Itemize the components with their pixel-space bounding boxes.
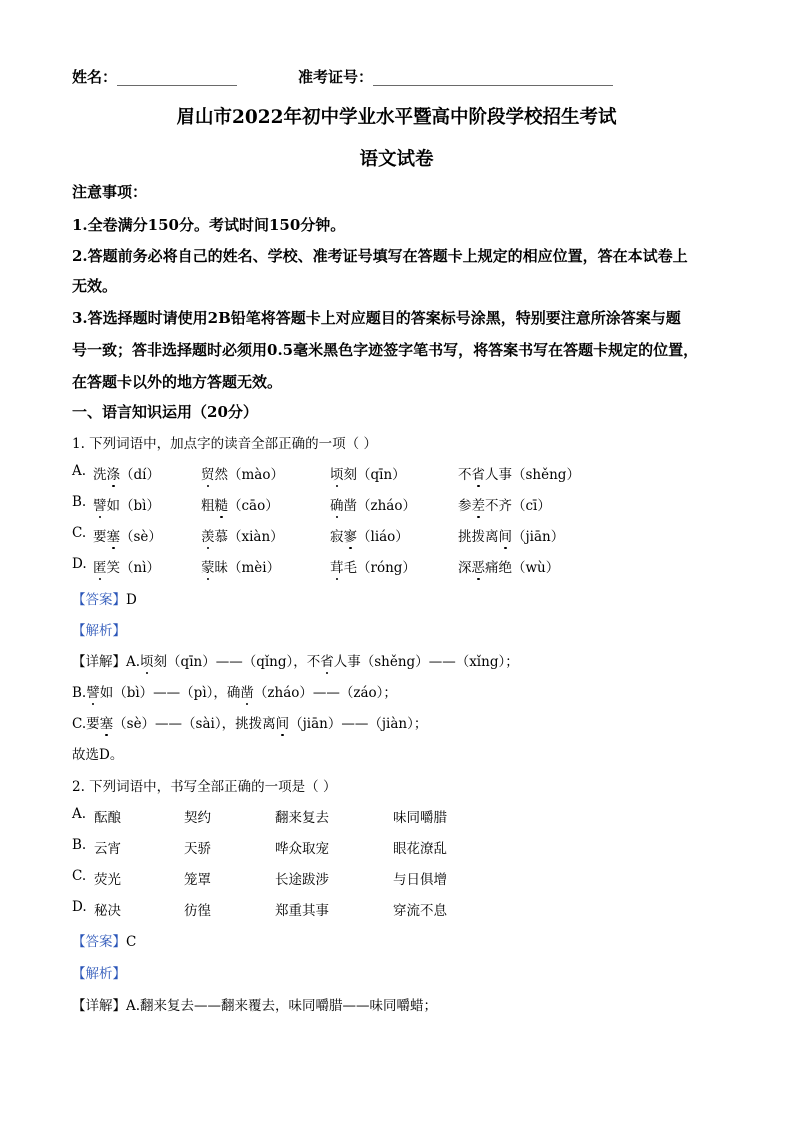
answer-value: D: [126, 592, 137, 608]
option-word: 要塞（sè）: [93, 525, 162, 545]
answer-tag: 【答案】: [72, 592, 126, 608]
option-word: 寂寥（liáo）: [330, 525, 409, 545]
question-2-stem: 2. 下列词语中，书写全部正确的一项是（ ）: [72, 779, 337, 795]
option-word: 贸然（mào）: [201, 463, 284, 483]
option-word: 郑重其事: [275, 903, 329, 919]
option-word: 洗涤（dí）: [93, 463, 160, 483]
answer-tag: 【答案】: [72, 934, 126, 950]
exam-subtitle: 语文试卷: [359, 149, 434, 170]
option-word: 笼罩: [184, 872, 211, 888]
option-word: 不省人事（shěng）: [458, 463, 580, 483]
option-word: 契约: [184, 810, 211, 826]
note-line: 在答题卡以外的地方答题无效。: [72, 373, 283, 391]
option-word: 粗糙（cāo）: [201, 494, 279, 514]
option-word: 参差不齐（cī）: [458, 494, 551, 514]
section-heading: 一、语言知识运用（20分）: [72, 403, 258, 421]
option-word: 酝酿: [94, 810, 121, 826]
option-word: 羡慕（xiàn）: [201, 525, 284, 545]
option-word: 翻来复去: [275, 810, 329, 826]
detail-line: 【详解】A.翻来复去——翻来覆去，味同嚼腊——味同嚼蜡；: [72, 998, 438, 1014]
option-word: 譬如（bì）: [93, 494, 160, 514]
option-word: 挑拨离间（jiān）: [458, 525, 564, 545]
exam-title: 眉山市2022年初中学业水平暨高中阶段学校招生考试: [176, 107, 617, 128]
option-letter: A.: [72, 463, 87, 479]
name-blank: ________________: [117, 68, 238, 86]
notes-heading: 注意事项：: [72, 183, 148, 201]
note-line: 号一致；答非选择题时必须用0.5毫米黑色字迹签字笔书写，将答案书写在答题卡规定的位置，: [72, 341, 699, 359]
option-word: 长途跋涉: [275, 872, 329, 888]
conclusion: 故选D。: [72, 747, 124, 763]
note-line: 2.答题前务必将自己的姓名、学校、准考证号填写在答题卡上规定的相应位置，答在本试卷上: [72, 247, 688, 265]
option-word: 哗众取宠: [275, 841, 329, 857]
option-word: 天骄: [184, 841, 211, 857]
option-word: 云宵: [94, 841, 121, 857]
analysis-tag: 【解析】: [72, 966, 126, 982]
option-word: 彷徨: [184, 903, 211, 919]
detail-line: C.要塞（sè）——（sài），挑拨离间（jiān）——（jiàn）；: [72, 712, 427, 732]
option-word: 眼花潦乱: [393, 841, 447, 857]
option-word: 穿流不息: [393, 903, 447, 919]
answer-line: [72, 588, 137, 608]
note-line: 3.答选择题时请使用2B铅笔将答题卡上对应题目的答案标号涂黑，特别要注意所涂答案与题: [72, 309, 681, 327]
name-label: 姓名：________________: [72, 68, 238, 86]
detail-line: B.譬如（bì）——（pì），确凿（zháo）——（záo）；: [72, 681, 397, 701]
question-1-stem: 1. 下列词语中，加点字的读音全部正确的一项（ ）: [72, 436, 377, 452]
analysis-tag: 【解析】: [72, 623, 126, 639]
note-line: 无效。: [72, 277, 118, 295]
exam-id-blank: ________________________________: [373, 68, 614, 86]
option-letter: C.: [72, 525, 87, 541]
detail-line: 【详解】A.顷刻（qīn）——（qǐng），不省人事（shěng）——（xǐng）；: [72, 650, 519, 670]
option-word: 确凿（zháo）: [330, 494, 416, 514]
option-word: 荧光: [94, 872, 121, 888]
option-word: 茸毛（róng）: [330, 556, 416, 576]
option-word: 匿笑（nì）: [93, 556, 160, 576]
option-letter: D.: [72, 556, 87, 572]
option-word: 深恶痛绝（wù）: [458, 556, 559, 576]
option-word: 蒙昧（mèi）: [201, 556, 280, 576]
option-letter: B.: [72, 494, 87, 510]
note-line: 1.全卷满分150分。考试时间150分钟。: [72, 216, 346, 234]
answer-value: C: [126, 934, 137, 950]
option-letter: B.: [72, 837, 87, 853]
detail-tag: 【详解】: [72, 654, 126, 670]
exam-id-label: 准考证号：________________________________: [298, 68, 614, 86]
option-letter: C.: [72, 868, 87, 884]
option-word: 与日俱增: [393, 872, 447, 888]
detail-tag: 【详解】: [72, 998, 126, 1014]
option-word: 味同嚼腊: [393, 810, 447, 826]
option-letter: A.: [72, 806, 87, 822]
option-word: 秘决: [94, 903, 121, 919]
option-letter: D.: [72, 899, 87, 915]
option-word: 顷刻（qīn）: [330, 463, 406, 483]
answer-line: [72, 930, 136, 950]
